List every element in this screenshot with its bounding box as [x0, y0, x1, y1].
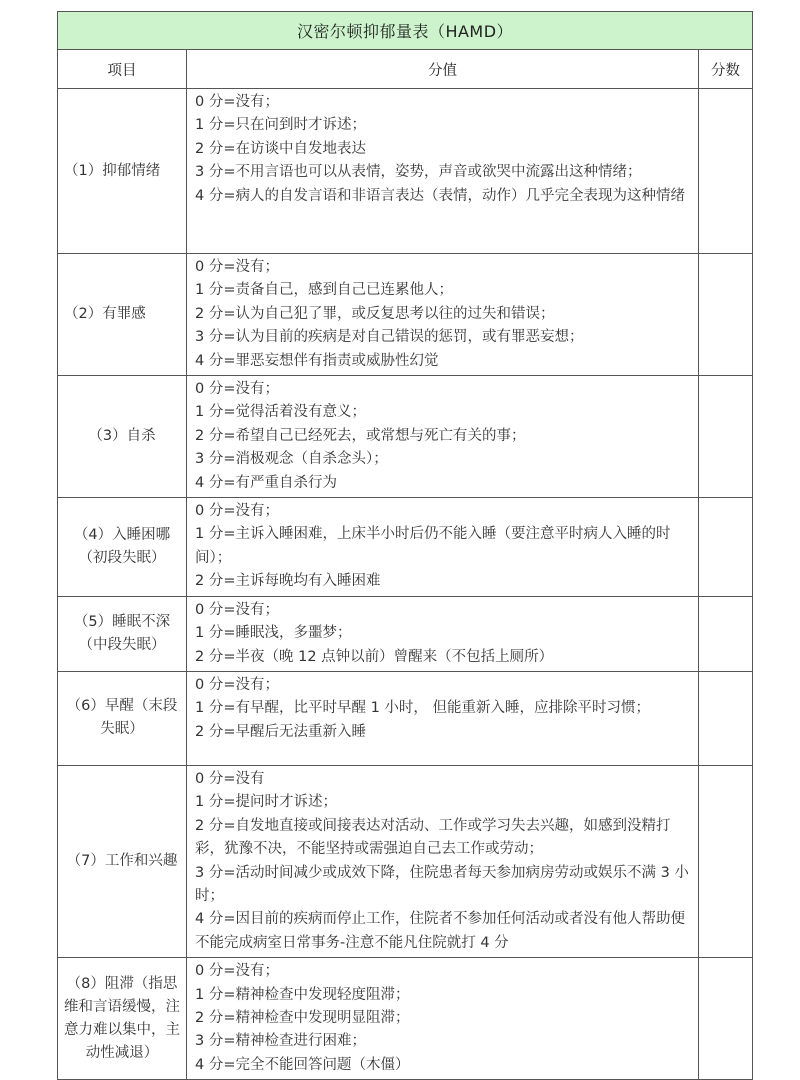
title-row	[58, 12, 753, 50]
criteria-line: 3 分=消极观念（自杀念头）；	[195, 451, 388, 468]
criteria-line: 2 分=早醒后无法重新入睡	[195, 723, 366, 740]
table-row	[58, 765, 753, 957]
score-input-cell	[699, 254, 753, 376]
criteria-line: 1 分=精神检查中发现轻度阻滞；	[195, 986, 410, 1003]
score-input-cell	[699, 765, 753, 957]
score-criteria	[187, 671, 699, 765]
score-criteria	[187, 596, 699, 671]
table-row	[58, 498, 753, 597]
criteria-line: 4 分=罪恶妄想伴有指责或威胁性幻觉	[195, 352, 439, 369]
criteria-line: 2 分=精神检查中发现明显阻滞；	[195, 1009, 410, 1026]
criteria-line: 1 分=提问时才诉述；	[195, 794, 337, 811]
criteria-line: 0 分=没有；	[195, 963, 279, 980]
criteria-line: 0 分=没有；	[195, 503, 279, 520]
criteria-line: 2 分=认为自己犯了罪，或反复思考以往的过失和错误；	[195, 305, 555, 322]
item-label: （3）自杀	[58, 376, 187, 498]
header-row	[58, 50, 753, 89]
table-title: 汉密尔顿抑郁量表（HAMD）	[58, 12, 753, 50]
header-item: 项目	[58, 50, 187, 89]
criteria-line: 0 分=没有；	[195, 381, 279, 398]
criteria-line: 0 分=没有；	[195, 676, 279, 693]
score-criteria	[187, 376, 699, 498]
item-label: （6）早醒（末段失眠）	[58, 671, 187, 765]
hamd-scale-table	[57, 11, 753, 1080]
criteria-line: 0 分=没有；	[195, 259, 279, 275]
criteria-line: 4 分=完全不能回答问题（木僵）	[195, 1056, 410, 1073]
table-row	[58, 254, 753, 376]
criteria-line: 1 分=主诉入睡困难，上床半小时后仍不能入睡（要注意平时病人入睡的时间）；	[195, 526, 671, 566]
item-label: （2）有罪感	[58, 254, 187, 376]
criteria-line: 1 分=只在问到时才诉述；	[195, 117, 366, 134]
score-input-cell	[699, 376, 753, 498]
table-row	[58, 89, 753, 254]
score-criteria	[187, 254, 699, 376]
score-input-cell	[699, 498, 753, 597]
criteria-line: 3 分=认为目前的疾病是对自己错误的惩罚，或有罪恶妄想；	[195, 329, 584, 346]
criteria-line: 3 分=精神检查进行困难；	[195, 1033, 366, 1050]
criteria-line: 4 分=有严重自杀行为	[195, 474, 337, 491]
score-criteria	[187, 958, 699, 1080]
criteria-line: 4 分=因目前的疾病而停止工作，住院者不参加任何活动或者没有他人帮助便不能完成病室日常事务-注意不能凡住院就打 4 分	[195, 911, 685, 951]
table-row	[58, 958, 753, 1080]
criteria-line: 2 分=主诉每晚均有入睡困难	[195, 573, 381, 590]
score-input-cell	[699, 671, 753, 765]
criteria-line: 2 分=希望自己已经死去，或常想与死亡有关的事；	[195, 427, 526, 444]
criteria-line: 4 分=病人的自发言语和非语言表达（表情，动作）几乎完全表现为这种情绪	[195, 187, 685, 204]
score-criteria	[187, 89, 699, 254]
score-input-cell	[699, 89, 753, 254]
criteria-line: 1 分=觉得活着没有意义；	[195, 404, 366, 421]
table-body	[58, 89, 753, 1080]
header-score: 分数	[699, 50, 753, 89]
item-label: （8）阻滞（指思维和言语缓慢，注意力难以集中，主动性减退）	[58, 958, 187, 1080]
table-row	[58, 671, 753, 765]
criteria-line: 3 分=活动时间减少或成效下降，住院患者每天参加病房劳动或娱乐不满 3 小时；	[195, 864, 689, 904]
table-row	[58, 596, 753, 671]
criteria-line: 2 分=在访谈中自发地表达	[195, 140, 366, 157]
criteria-line: 0 分=没有；	[195, 94, 279, 110]
criteria-line: 0 分=没有	[195, 770, 265, 787]
table-row	[58, 376, 753, 498]
header-value: 分值	[187, 50, 699, 89]
item-label: （5）睡眠不深（中段失眠）	[58, 596, 187, 671]
item-label: （7）工作和兴趣	[58, 765, 187, 957]
criteria-line: 1 分=睡眠浅，多噩梦；	[195, 625, 352, 642]
criteria-line: 1 分=责备自己，感到自己已连累他人；	[195, 282, 453, 299]
score-input-cell	[699, 596, 753, 671]
criteria-line: 1 分=有早醒，比平时早醒 1 小时， 但能重新入睡，应排除平时习惯；	[195, 700, 651, 717]
item-label: （4）入睡困哪（初段失眠）	[58, 498, 187, 597]
score-input-cell	[699, 958, 753, 1080]
score-criteria	[187, 498, 699, 597]
criteria-line: 2 分=半夜（晚 12 点钟以前）曾醒来（不包括上厕所）	[195, 648, 554, 665]
criteria-line: 3 分=不用言语也可以从表情，姿势，声音或欲哭中流露出这种情绪；	[195, 164, 642, 181]
score-criteria	[187, 765, 699, 957]
criteria-line: 0 分=没有；	[195, 601, 279, 618]
item-label: （1）抑郁情绪	[58, 89, 187, 254]
criteria-line: 2 分=自发地直接或间接表达对活动、工作或学习失去兴趣，如感到没精打彩，犹豫不决，不能坚持或需强迫自己去工作或劳动；	[195, 817, 671, 858]
